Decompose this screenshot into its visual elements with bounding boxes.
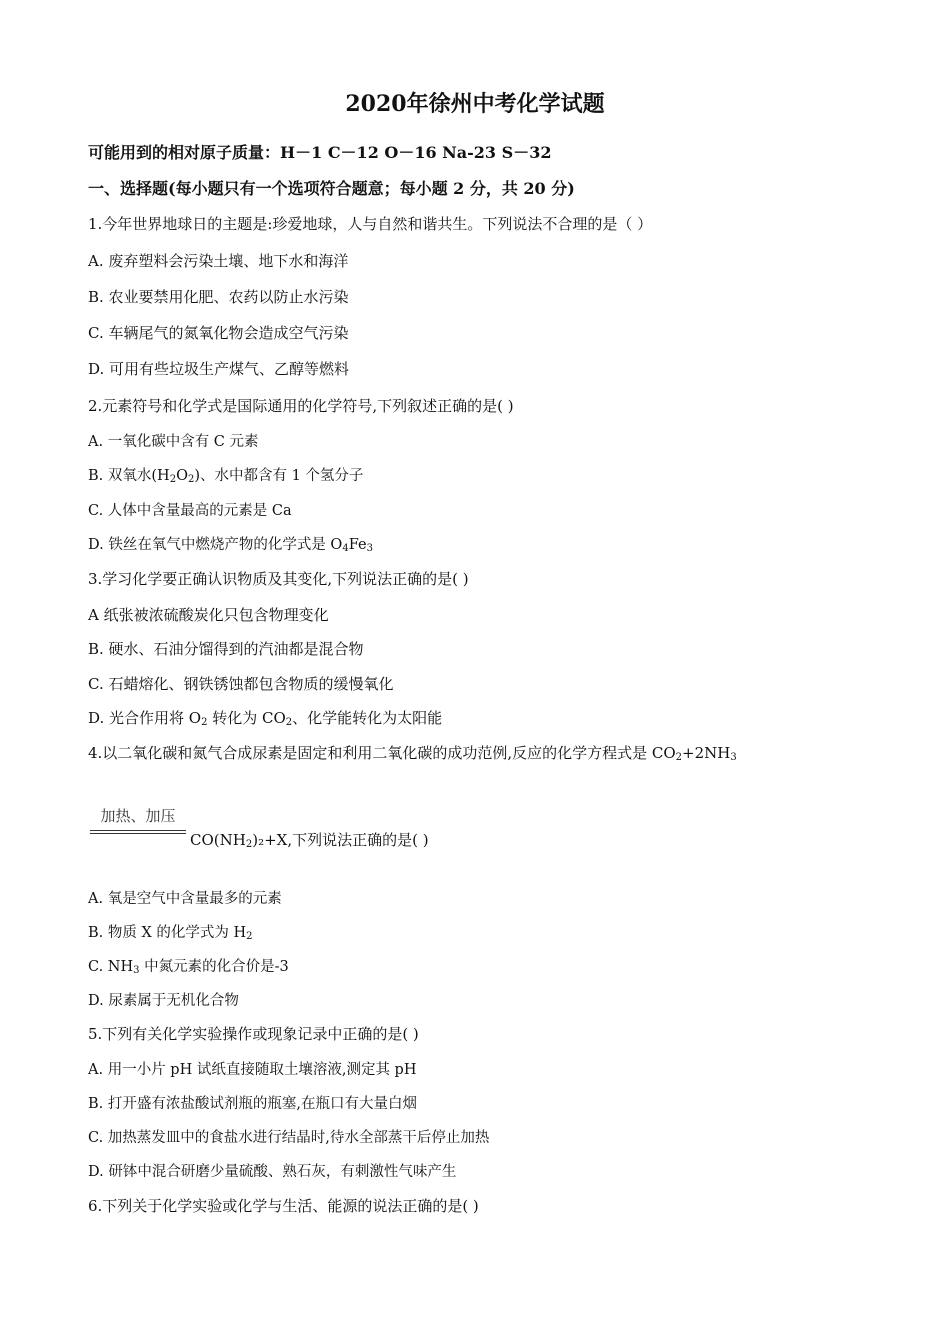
- question-5-stem: 5.下列有关化学实验操作或现象记录中正确的是( ): [88, 1025, 419, 1043]
- question-2-option-c: C. 人体中含量最高的元素是 Ca: [88, 503, 292, 519]
- question-6-stem: 6.下列关于化学实验或化学与生活、能源的说法正确的是( ): [88, 1197, 479, 1215]
- question-3-option-d: D. 光合作用将 $O_2$ 转化为 $CO_2$、化学能转化为太阳能: [88, 709, 443, 728]
- question-3-option-a: A 纸张被浓硫酸炭化只包含物理变化: [88, 606, 329, 624]
- question-1-option-a: A. 废弃塑料会污染土壤、地下水和海洋: [88, 252, 349, 270]
- question-5-option-d: D. 研钵中混合研磨少量硫酸、熟石灰，有刺激性气味产生: [88, 1164, 457, 1180]
- equals-bar-bottom: [90, 833, 186, 834]
- question-5-option-c: C. 加热蒸发皿中的食盐水进行结晶时,待水全部蒸干后停止加热: [88, 1130, 490, 1146]
- section-heading: 一、选择题(每小题只有一个选项符合题意；每小题 2 分，共 20 分): [88, 179, 575, 198]
- question-1-option-c: C. 车辆尾气的氮氧化物会造成空气污染: [88, 324, 349, 342]
- question-2-option-a: A. 一氧化碳中含有 C 元素: [88, 434, 259, 450]
- question-1-stem: 1.今年世界地球日的主题是:珍爱地球，人与自然和谐共生。下列说法不合理的是（ ）: [88, 215, 653, 233]
- question-1-option-b: B. 农业要禁用化肥、农药以防止水污染: [88, 288, 349, 306]
- question-4-option-c: C. $NH_3$ 中氮元素的化合价是-3: [88, 959, 289, 976]
- page-title: 2020年徐州中考化学试题: [345, 91, 605, 117]
- question-4-option-a: A. 氧是空气中含量最多的元素: [88, 891, 282, 907]
- question-3-option-c: C. 石蜡熔化、钢铁锈蚀都包含物质的缓慢氧化: [88, 675, 394, 693]
- question-2-stem: 2.元素符号和化学式是国际通用的化学符号,下列叙述正确的是( ): [88, 397, 514, 415]
- question-4-option-b: B. 物质 X 的化学式为 $H_2$: [88, 925, 253, 942]
- question-5-option-a: A. 用一小片 pH 试纸直接随取土壤溶液,测定其 pH: [88, 1062, 417, 1078]
- reaction-condition: [90, 806, 186, 834]
- reaction-condition-label: 加热、加压: [100, 807, 176, 825]
- question-3-stem: 3.学习化学要正确认识物质及其变化,下列说法正确的是( ): [88, 570, 469, 588]
- equals-bar-top: [90, 830, 186, 831]
- question-5-option-b: B. 打开盛有浓盐酸试剂瓶的瓶塞,在瓶口有大量白烟: [88, 1096, 417, 1112]
- question-4-stem: 4.以二氧化碳和氮气合成尿素是固定和利用二氧化碳的成功范例,反应的化学方程式是 $CO_2+2NH_3$: [88, 744, 737, 763]
- question-2-option-d: D. 铁丝在氧气中燃烧产物的化学式是 $O_4Fe_3$: [88, 537, 373, 554]
- atomic-mass-line: 可能用到的相对原子质量：H－1 C－12 O－16 Na-23 S－32: [88, 143, 552, 162]
- question-1-option-d: D. 可用有些垃圾生产煤气、乙醇等燃料: [88, 360, 350, 378]
- question-4-option-d: D. 尿素属于无机化合物: [88, 993, 239, 1009]
- question-4-equation-continued: $CO(NH_2)_2+X$,下列说法正确的是( ): [190, 831, 429, 850]
- question-2-option-b: B. 双氧水$(H_2O_2)$、水中都含有 1 个氢分子: [88, 468, 364, 485]
- question-3-option-b: B. 硬水、石油分馏得到的汽油都是混合物: [88, 640, 364, 658]
